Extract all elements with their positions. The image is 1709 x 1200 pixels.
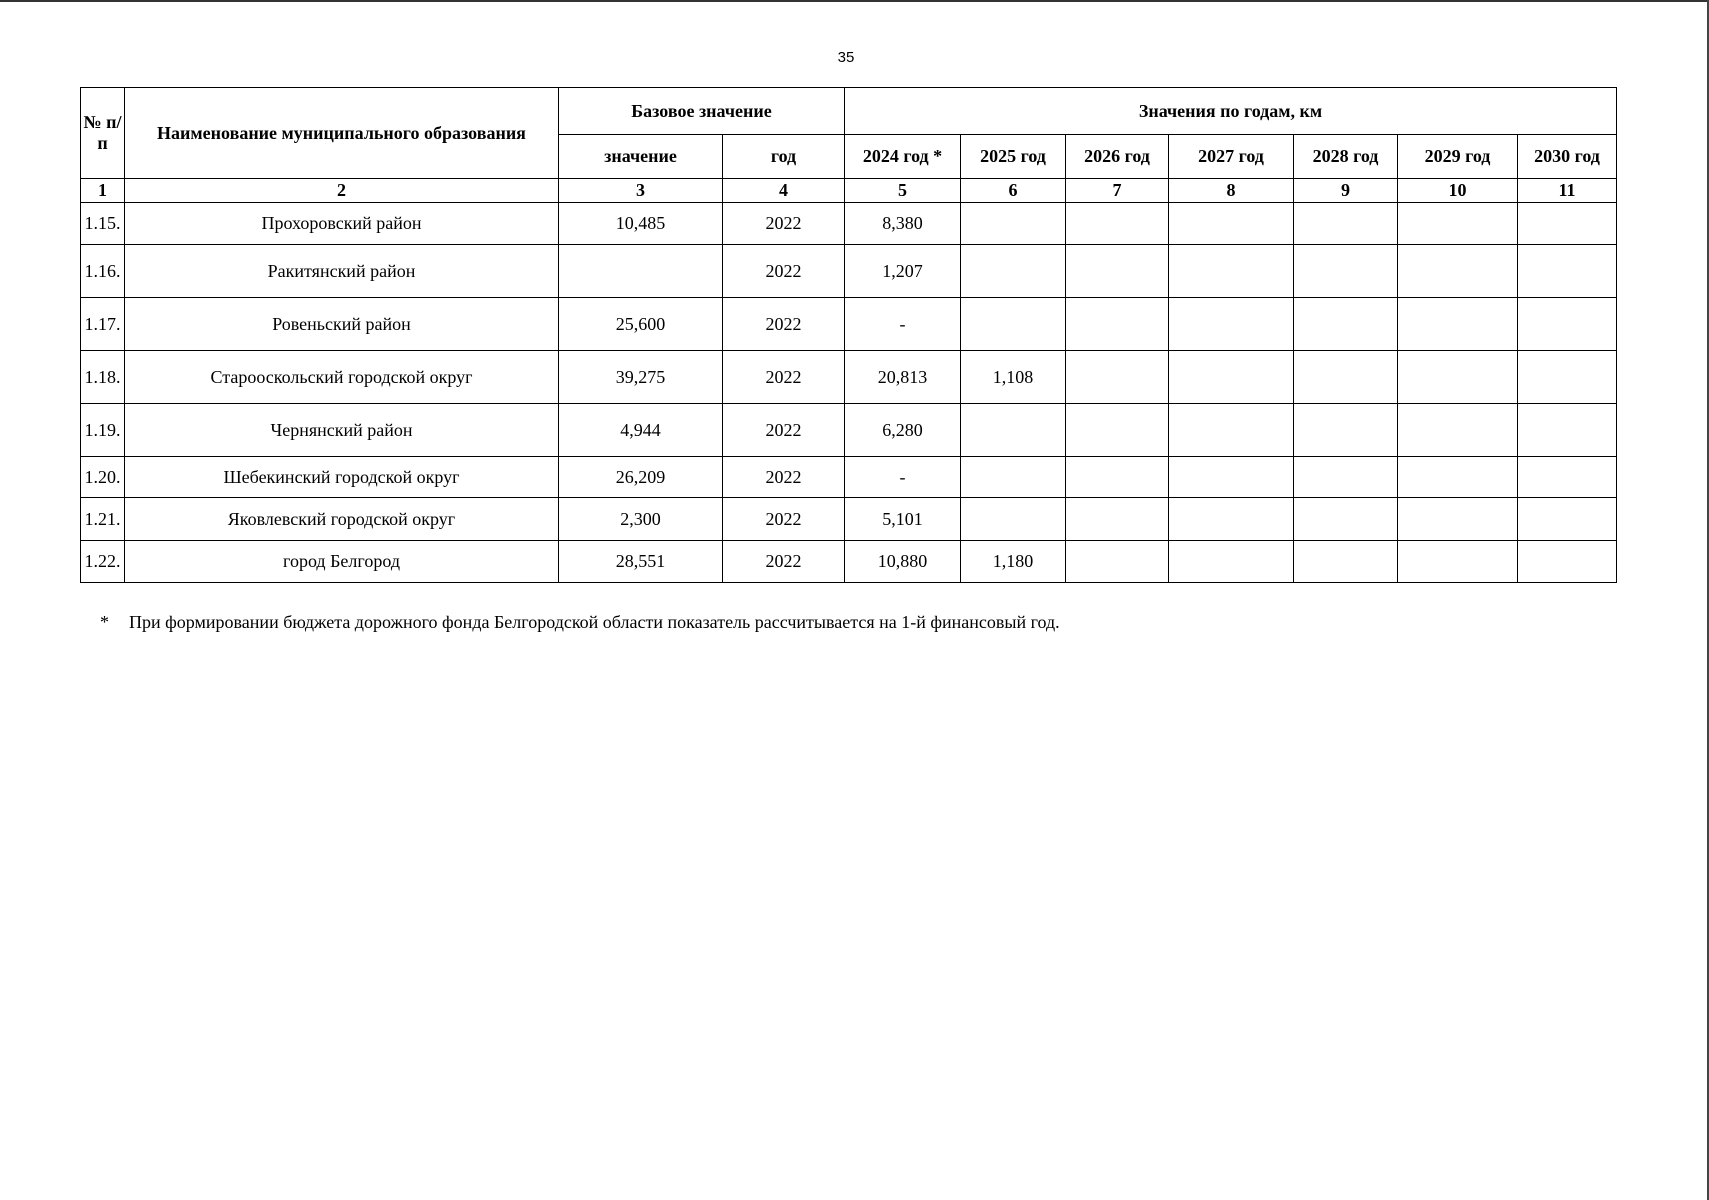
value-2027	[1169, 203, 1294, 245]
row-number: 1.20.	[81, 457, 125, 498]
column-index: 6	[961, 179, 1066, 203]
value-2030	[1518, 498, 1617, 541]
base-value: 25,600	[559, 298, 723, 351]
value-2024: 10,880	[845, 541, 961, 583]
header-year-2030: 2030 год	[1518, 135, 1617, 179]
municipality-name: Шебекинский городской округ	[125, 457, 559, 498]
base-value: 28,551	[559, 541, 723, 583]
value-2030	[1518, 351, 1617, 404]
column-index-row	[81, 179, 1617, 203]
value-2030	[1518, 404, 1617, 457]
value-2029	[1398, 404, 1518, 457]
value-2030	[1518, 298, 1617, 351]
column-index: 10	[1398, 179, 1518, 203]
base-year: 2022	[723, 457, 845, 498]
value-2025	[961, 298, 1066, 351]
value-2028	[1294, 298, 1398, 351]
table-row	[81, 404, 1617, 457]
header-base-year: год	[723, 135, 845, 179]
indicator-table	[80, 87, 1617, 583]
value-2029	[1398, 541, 1518, 583]
value-2028	[1294, 404, 1398, 457]
base-value: 10,485	[559, 203, 723, 245]
footnote	[100, 612, 1060, 633]
value-2028	[1294, 203, 1398, 245]
value-2026	[1066, 203, 1169, 245]
value-2025: 1,108	[961, 351, 1066, 404]
value-2027	[1169, 404, 1294, 457]
value-2024: 8,380	[845, 203, 961, 245]
value-2029	[1398, 457, 1518, 498]
column-index: 1	[81, 179, 125, 203]
header-base-value: значение	[559, 135, 723, 179]
table-row	[81, 351, 1617, 404]
value-2024: 20,813	[845, 351, 961, 404]
header-base-value-group: Базовое значение	[559, 88, 845, 135]
base-year: 2022	[723, 203, 845, 245]
value-2026	[1066, 351, 1169, 404]
base-year: 2022	[723, 298, 845, 351]
value-2030	[1518, 457, 1617, 498]
header-municipality-name: Наименование муниципального образования	[125, 88, 559, 179]
table-row	[81, 203, 1617, 245]
value-2025	[961, 203, 1066, 245]
value-2030	[1518, 203, 1617, 245]
page-number: 35	[837, 49, 855, 66]
base-year: 2022	[723, 404, 845, 457]
value-2024: -	[845, 298, 961, 351]
row-number: 1.19.	[81, 404, 125, 457]
value-2028	[1294, 498, 1398, 541]
municipality-name: Старооскольский городской округ	[125, 351, 559, 404]
municipality-name: Ракитянский район	[125, 245, 559, 298]
footnote-text: При формировании бюджета дорожного фонда Белгородской области показатель рассчитывается на 1-й финансовый год.	[129, 612, 1060, 632]
header-years-group: Значения по годам, км	[845, 88, 1617, 135]
base-year: 2022	[723, 351, 845, 404]
base-value: 4,944	[559, 404, 723, 457]
column-index: 4	[723, 179, 845, 203]
value-2027	[1169, 351, 1294, 404]
column-index: 3	[559, 179, 723, 203]
value-2030	[1518, 245, 1617, 298]
value-2024: 1,207	[845, 245, 961, 298]
base-value: 39,275	[559, 351, 723, 404]
value-2029	[1398, 498, 1518, 541]
value-2026	[1066, 541, 1169, 583]
row-number: 1.17.	[81, 298, 125, 351]
header-year-2025: 2025 год	[961, 135, 1066, 179]
value-2025: 1,180	[961, 541, 1066, 583]
row-number: 1.21.	[81, 498, 125, 541]
column-index: 2	[125, 179, 559, 203]
value-2027	[1169, 298, 1294, 351]
base-year: 2022	[723, 498, 845, 541]
base-value: 26,209	[559, 457, 723, 498]
scan-edge-top	[0, 0, 1709, 2]
footnote-marker: *	[100, 612, 109, 632]
base-year: 2022	[723, 245, 845, 298]
value-2026	[1066, 404, 1169, 457]
row-number: 1.16.	[81, 245, 125, 298]
header-number: № п/п	[81, 88, 125, 179]
value-2027	[1169, 457, 1294, 498]
municipality-name: Прохоровский район	[125, 203, 559, 245]
base-value: 2,300	[559, 498, 723, 541]
value-2030	[1518, 541, 1617, 583]
value-2025	[961, 245, 1066, 298]
value-2029	[1398, 298, 1518, 351]
municipality-name: Ровеньский район	[125, 298, 559, 351]
value-2026	[1066, 457, 1169, 498]
table-row	[81, 298, 1617, 351]
column-index: 7	[1066, 179, 1169, 203]
value-2029	[1398, 203, 1518, 245]
row-number: 1.22.	[81, 541, 125, 583]
header-row-top	[81, 88, 1617, 135]
value-2027	[1169, 245, 1294, 298]
value-2026	[1066, 298, 1169, 351]
value-2026	[1066, 498, 1169, 541]
column-index: 8	[1169, 179, 1294, 203]
value-2025	[961, 404, 1066, 457]
value-2024: -	[845, 457, 961, 498]
value-2024: 6,280	[845, 404, 961, 457]
value-2028	[1294, 245, 1398, 298]
table-row	[81, 541, 1617, 583]
base-value	[559, 245, 723, 298]
column-index: 5	[845, 179, 961, 203]
row-number: 1.18.	[81, 351, 125, 404]
value-2029	[1398, 351, 1518, 404]
municipality-name: город Белгород	[125, 541, 559, 583]
header-year-2026: 2026 год	[1066, 135, 1169, 179]
header-year-2027: 2027 год	[1169, 135, 1294, 179]
table-row	[81, 245, 1617, 298]
value-2028	[1294, 541, 1398, 583]
value-2025	[961, 457, 1066, 498]
value-2024: 5,101	[845, 498, 961, 541]
value-2027	[1169, 541, 1294, 583]
table-row	[81, 498, 1617, 541]
value-2029	[1398, 245, 1518, 298]
header-year-2024: 2024 год *	[845, 135, 961, 179]
value-2028	[1294, 457, 1398, 498]
header-year-2028: 2028 год	[1294, 135, 1398, 179]
row-number: 1.15.	[81, 203, 125, 245]
value-2026	[1066, 245, 1169, 298]
value-2028	[1294, 351, 1398, 404]
column-index: 9	[1294, 179, 1398, 203]
column-index: 11	[1518, 179, 1617, 203]
municipality-name: Яковлевский городской округ	[125, 498, 559, 541]
table-row	[81, 457, 1617, 498]
municipality-name: Чернянский район	[125, 404, 559, 457]
value-2027	[1169, 498, 1294, 541]
base-year: 2022	[723, 541, 845, 583]
value-2025	[961, 498, 1066, 541]
header-year-2029: 2029 год	[1398, 135, 1518, 179]
